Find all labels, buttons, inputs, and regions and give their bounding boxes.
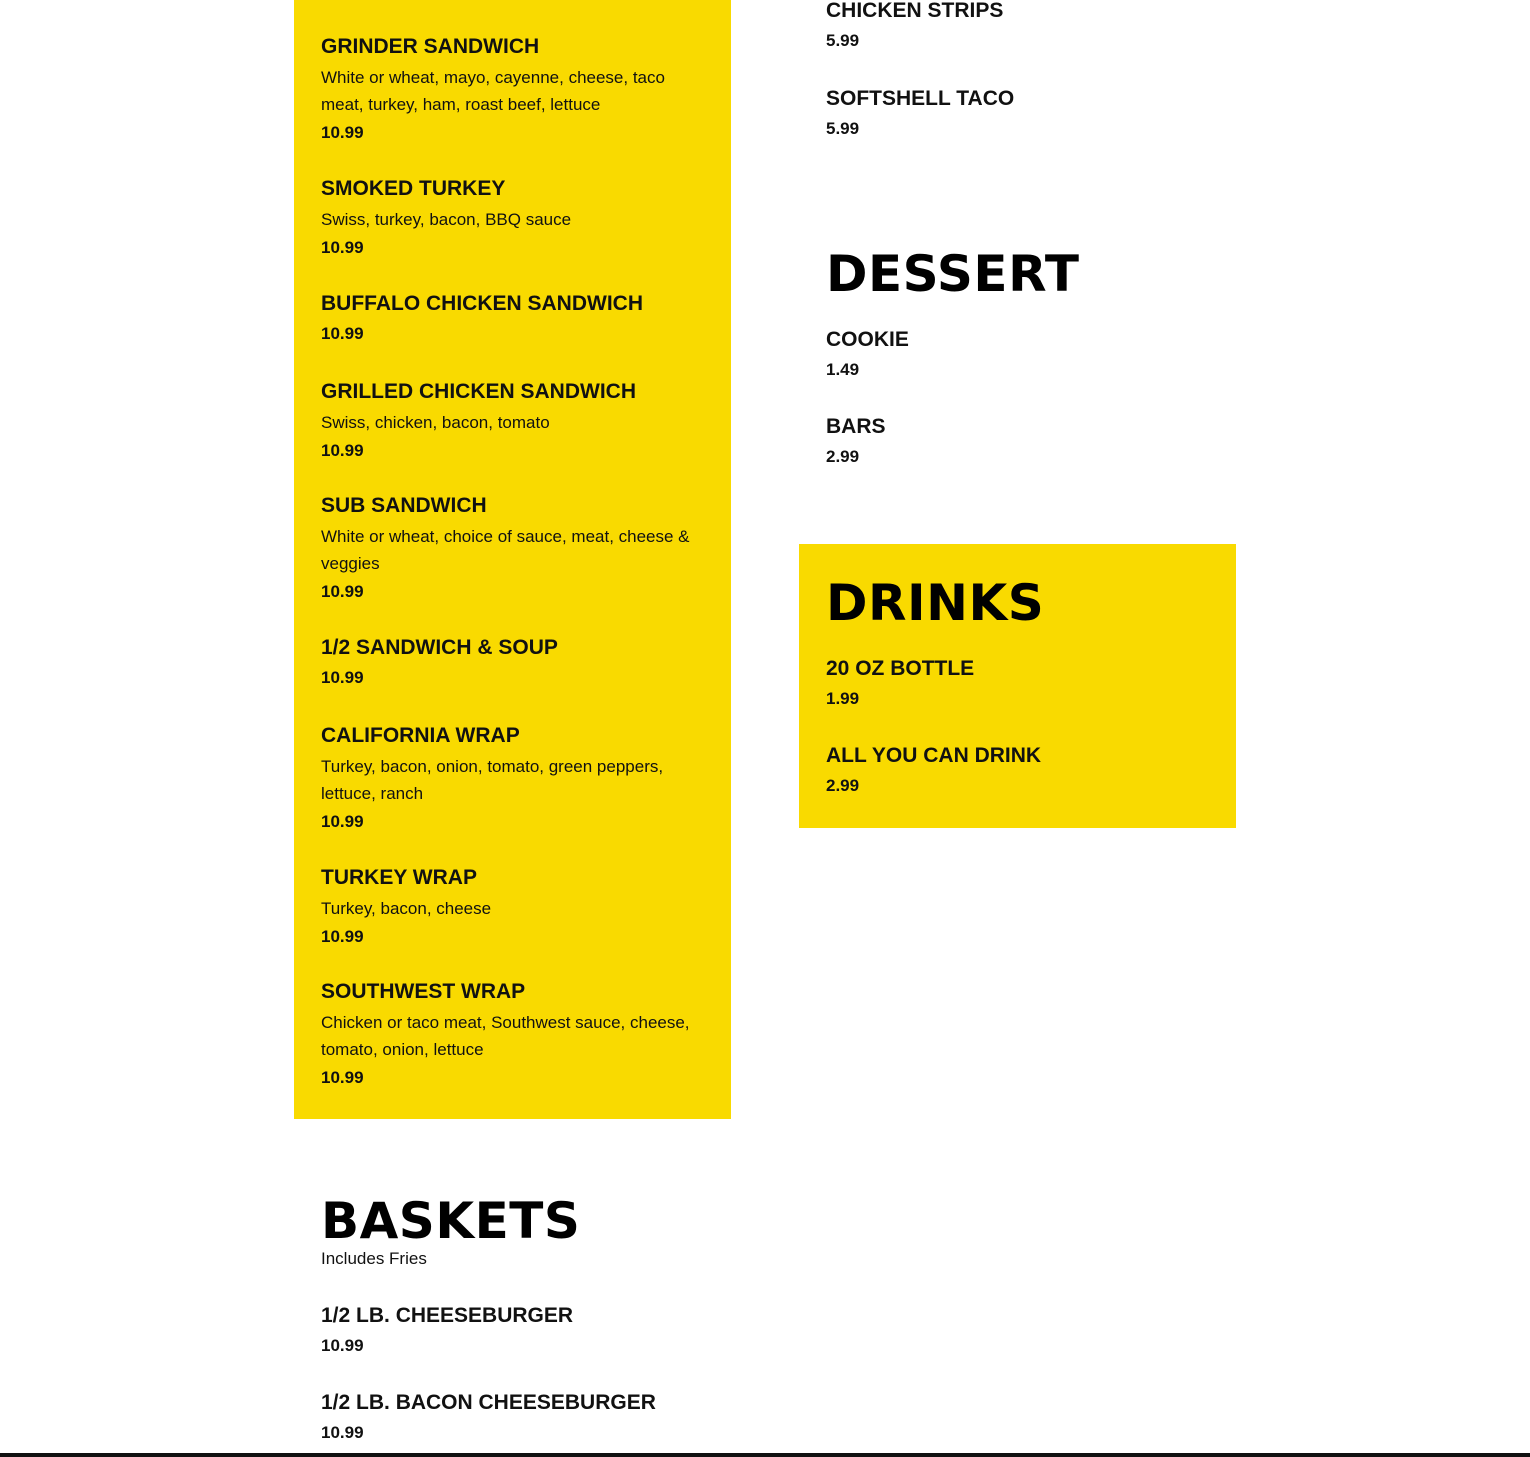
menu-item-cookie	[826, 327, 1206, 381]
item-name: 20 OZ BOTTLE	[826, 657, 975, 680]
menu-item-smoked-turkey	[321, 176, 701, 259]
item-name: 1/2 SANDWICH & SOUP	[321, 636, 558, 659]
item-price: 5.99	[826, 119, 860, 138]
item-price: 10.99	[321, 324, 364, 343]
menu-item-southwest-wrap	[321, 979, 701, 1089]
dessert-section	[799, 200, 1236, 500]
item-description: White or wheat, mayo, cayenne, cheese, taco meat, turkey, ham, roast beef, lettuce	[321, 68, 665, 114]
item-price: 1.99	[826, 689, 860, 708]
item-name: SUB SANDWICH	[321, 494, 487, 517]
menu-item-half-sandwich-soup	[321, 635, 701, 689]
item-description: Swiss, turkey, bacon, BBQ sauce	[321, 210, 572, 229]
item-price: 2.99	[826, 447, 860, 466]
item-description: Turkey, bacon, onion, tomato, green peppers, lettuce, ranch	[321, 757, 664, 803]
item-description: Chicken or taco meat, Southwest sauce, cheese, tomato, onion, lettuce	[321, 1013, 690, 1059]
item-name: SOUTHWEST WRAP	[321, 980, 526, 1003]
item-price: 10.99	[321, 927, 364, 946]
menu-item-california-wrap	[321, 723, 701, 833]
item-name: SOFTSHELL TACO	[826, 87, 1015, 110]
item-description: Turkey, bacon, cheese	[321, 899, 492, 918]
item-price: 2.99	[826, 776, 860, 795]
item-name: ALL YOU CAN DRINK	[826, 744, 1042, 767]
menu-item-half-lb-bacon-cheeseburger	[321, 1390, 701, 1444]
item-price: 10.99	[321, 123, 364, 142]
section-title-dessert: DESSERT	[826, 245, 1080, 303]
section-subtitle-baskets: Includes Fries	[321, 1249, 427, 1268]
menu-item-20oz-bottle	[826, 656, 1206, 710]
item-name: COOKIE	[826, 328, 909, 351]
item-name: CHICKEN STRIPS	[826, 0, 1004, 22]
item-price: 10.99	[321, 812, 364, 831]
item-price: 10.99	[321, 441, 364, 460]
menu-item-bars	[826, 414, 1206, 468]
menu-item-buffalo-chicken-sandwich	[321, 291, 701, 345]
menu-item-grinder-sandwich	[321, 34, 701, 144]
menu-item-all-you-can-drink	[826, 743, 1206, 797]
item-name: SMOKED TURKEY	[321, 177, 506, 200]
item-price: 10.99	[321, 668, 364, 687]
small-items-section	[799, 0, 1236, 170]
menu-item-softshell-taco	[826, 86, 1206, 140]
bottom-divider	[0, 1453, 1530, 1457]
item-price: 10.99	[321, 1068, 364, 1087]
baskets-section	[294, 1140, 731, 1457]
menu-item-grilled-chicken-sandwich	[321, 379, 701, 462]
item-price: 10.99	[321, 1336, 364, 1355]
item-name: BUFFALO CHICKEN SANDWICH	[321, 292, 643, 315]
section-title-baskets: BASKETS	[321, 1192, 581, 1250]
item-name: TURKEY WRAP	[321, 866, 477, 889]
menu-item-half-lb-cheeseburger	[321, 1303, 701, 1357]
drinks-section	[799, 544, 1236, 828]
item-name: BARS	[826, 415, 886, 438]
item-description: White or wheat, choice of sauce, meat, cheese & veggies	[321, 527, 690, 573]
menu-item-turkey-wrap	[321, 865, 701, 948]
item-name: CALIFORNIA WRAP	[321, 724, 520, 747]
menu-item-sub-sandwich	[321, 493, 701, 603]
item-name: GRINDER SANDWICH	[321, 35, 540, 58]
item-price: 10.99	[321, 582, 364, 601]
item-price: 10.99	[321, 1423, 364, 1442]
sandwiches-section	[294, 0, 731, 1119]
item-price: 10.99	[321, 238, 364, 257]
item-name: 1/2 LB. BACON CHEESEBURGER	[321, 1391, 656, 1414]
section-title-drinks: DRINKS	[826, 574, 1045, 632]
item-price: 1.49	[826, 360, 860, 379]
item-description: Swiss, chicken, bacon, tomato	[321, 413, 550, 432]
item-price: 5.99	[826, 31, 860, 50]
item-name: GRILLED CHICKEN SANDWICH	[321, 380, 636, 403]
item-name: 1/2 LB. CHEESEBURGER	[321, 1304, 574, 1327]
menu-item-chicken-strips	[826, 0, 1206, 52]
